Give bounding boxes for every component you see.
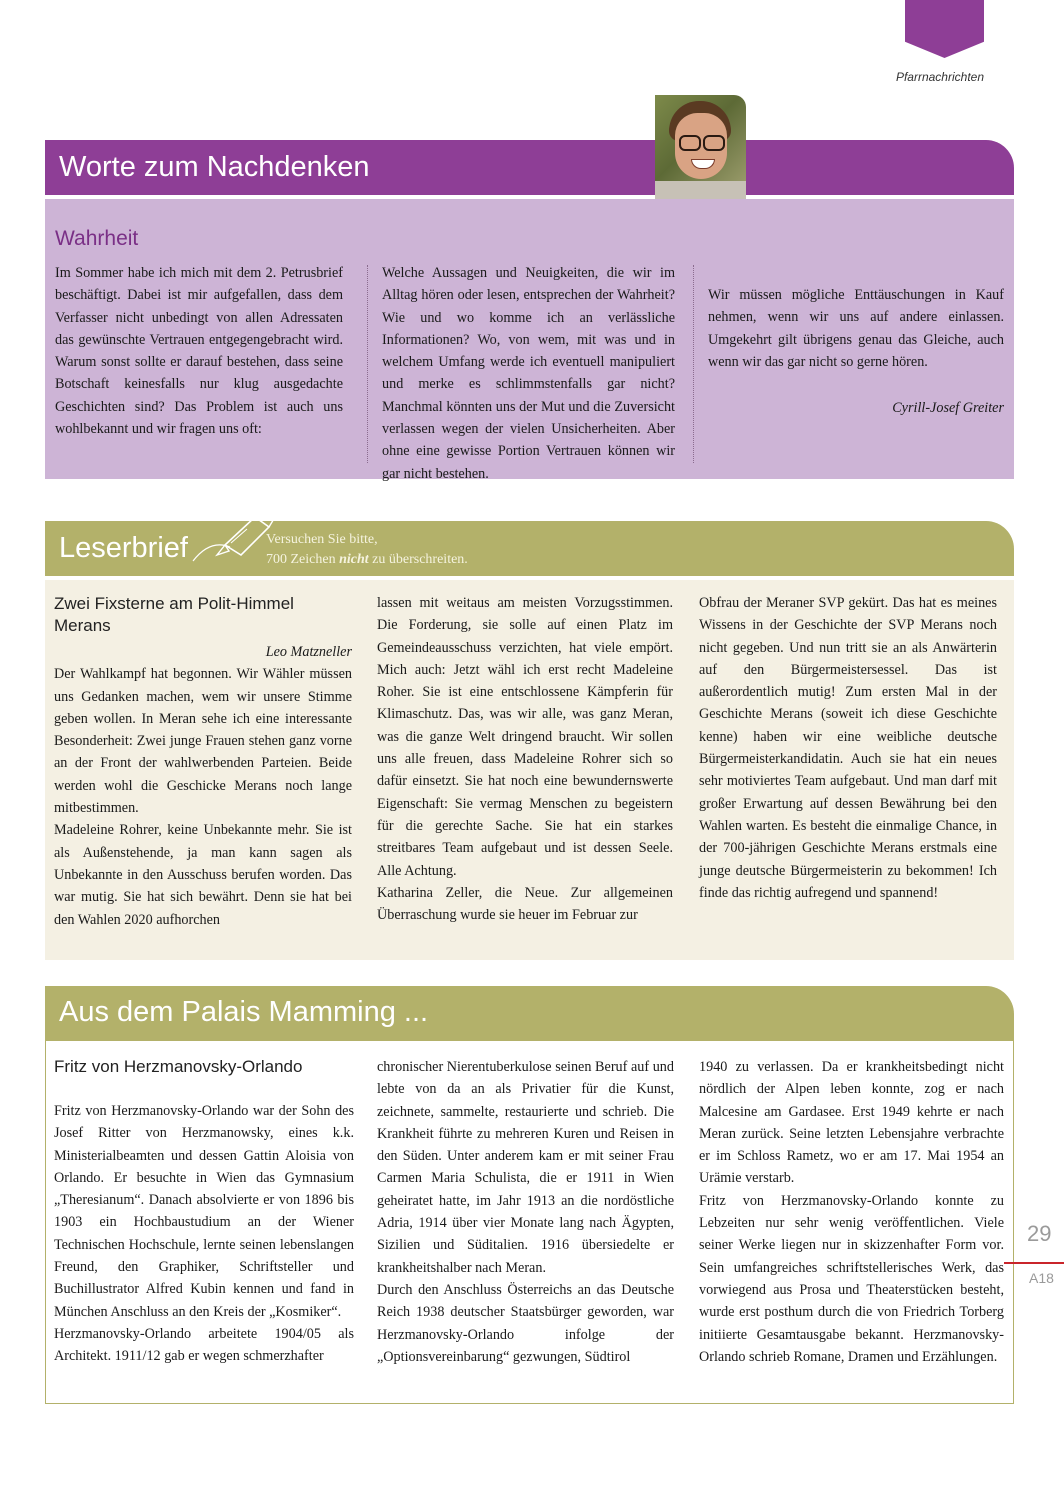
- page-number-rule: [1004, 1262, 1064, 1264]
- leserbrief-paragraph-5: Obfrau der Meraner SVP gekürt. Das hat es meines Wissens in der Geschichte der SVP Merans noch nicht gegeben. Und nun tritt sie an als Anwärterin auf den Bürgermeistersessel. Das ist außerordentlich mutig! Zum ersten Mal in der Geschichte Merans (soweit ich diese Geschichte kenne) haben wir eine weibliche deutsche Bürgermeisterkandidatin. Auch sie hat ein neues sehr motiviertes Team aufgebaut. Und man darf mit großer Erwartung auf dessen Bewährung bei den Wahlen warten. Es besteht die einmalige Chance, in der 700-jährigen Geschichte Merans erstmals eine junge deutsche Bürgermeisterin zu bekommen! Ich finde das richtig aufregend und spannend!: [699, 595, 997, 901]
- worte-column-3: [708, 284, 1004, 419]
- fountain-pen-icon: [185, 499, 275, 569]
- palais-header-band: [45, 986, 1014, 1041]
- palais-title: Aus dem Palais Mamming ...: [59, 996, 429, 1028]
- palais-paragraph-1: Fritz von Herzmanovsky-Orlando war der Sohn des Josef Ritter von Herzmanowsky, eines k.k. Ministerialbeamten und dessen Gattin Aloisia von Orlando. Er besuchte in Wien das Gymnasium „Theresianum“. Danach absolvierte er von 1896 bis 1903 ein Hochbaustudium an der Wiener Technischen Hochschule, lernte seinen lebenslangen Freund, den Graphiker, Schriftsteller und Buchillustrator Alfred Kubin kennen und fand in München Anschluss an den Kreis der „Kosmiker“.: [54, 1103, 354, 1320]
- palais-paragraph-3: chronischer Nierentuberkulose seinen Beruf auf und lebte von da an als Privatier für die Kunst, zeichnete, sammelte, restaurierte und schrieb. Die Krankheit führte zu mehreren Kuren und Reisen in den Süden. Unter anderem kam er mit seiner Frau Carmen Maria Schulista, die er 1911 in Wien geheiratet hatte, im Jahr 1913 an die nordöstliche Adria, 1914 über vier Monate lang nach Ägypten, Sizilien und Süditalien. 1916 übersiedelte er krankheitshalber nach Meran.: [377, 1059, 674, 1276]
- worte-content-box: [45, 199, 1014, 482]
- worte-header-band: [45, 140, 1014, 195]
- palais-paragraph-5: 1940 zu verlassen. Da er krankheitsbedingt nicht nördlich der Alpen leben konnte, zog er nach Malcesine am Gardasee. Erst 1949 kehrte er nach Meran zurück. Seine letzten Lebensjahre verbrachte er im Schloss Rametz, wo er am 17. Mai 1954 an Urämie verstarb.: [699, 1059, 1004, 1187]
- column-divider: [367, 265, 368, 463]
- leserbrief-paragraph-4: Katharina Zeller, die Neue. Zur allgemeinen Überraschung wurde sie heuer im Februar zur: [377, 884, 673, 924]
- leserbrief-content-box: [45, 580, 1014, 960]
- worte-paragraph-1: Im Sommer habe ich mich mit dem 2. Petrusbrief beschäftigt. Dabei ist mir aufgefallen, dass dem Verfasser nicht unbedingt von allen Adressaten das gewünschte Vertrauen entgegengebracht wird. Warum sonst sollte er darauf bestehen, dass seine Botschaft keinesfalls nur klug ausgedachte Geschichten sind? Das Problem ist auch uns wohlbekannt und wir fragen uns oft:: [55, 265, 343, 438]
- worte-subtitle: Wahrheit: [55, 227, 139, 250]
- worte-title: Worte zum Nachdenken: [59, 151, 370, 183]
- worte-paragraph-3: Wir müssen mögliche Enttäuschungen in Kauf nehmen, wenn wir uns auf andere einlassen. Umgekehrt gilt übrigens genau das Gleiche, auch wenn wir das gar nicht so gerne hören.: [708, 287, 1004, 370]
- palais-article-title: Fritz von Herzmanovsky-Orlando: [54, 1057, 303, 1076]
- palais-content-box: [45, 1041, 1014, 1404]
- leserbrief-column-2: [377, 592, 673, 926]
- leserbrief-paragraph-3: lassen mit weitaus am meisten Vorzugsstimmen. Die Forderung, sie solle auf einen Platz im Gemeindeausschuss verzichten, hat viele empört. Mich auch: Jetzt wähl ich erst recht Madeleine Roher. Sie ist eine entschlossene Kämpferin für Klimaschutz. Das, was wir alle, was ganz Meran, was die ganze Welt dringend braucht. Wir sollen uns alle freuen, dass Madeleine Rohrer sich so dafür einsetzt. Sie hat noch eine bewundernswerte Eigenschaft: Sie vermag Menschen zu begeistern für die gerechte Sache. Sie hat ein starkes streitbares Team aufgebaut und ist dessen Seele. Alle Achtung.: [377, 595, 673, 879]
- leserbrief-article-title: Zwei Fixsterne am Polit-Himmel Merans: [54, 594, 294, 635]
- leserbrief-header-band: [45, 521, 1014, 576]
- palais-column-2: [377, 1056, 674, 1368]
- leserbrief-column-3: [699, 592, 997, 904]
- worte-column-1: [55, 262, 343, 440]
- leserbrief-note: [266, 530, 468, 570]
- leserbrief-note-line-2: 700 Zeichen nicht zu überschreiten.: [266, 552, 468, 567]
- worte-column-2: [382, 262, 675, 482]
- column-divider: [693, 265, 694, 463]
- leserbrief-title: Leserbrief: [59, 532, 188, 564]
- leserbrief-author: Leo Matzneller: [265, 644, 352, 660]
- worte-author: Cyrill-Josef Greiter: [892, 400, 1004, 417]
- palais-paragraph-2: Herzmanovsky-Orlando arbeitete 1904/05 als Architekt. 1911/12 gab er wegen schmerzhafter: [54, 1325, 354, 1365]
- section-label: Pfarrnachrichten: [895, 70, 984, 84]
- leserbrief-paragraph-2: Madeleine Rohrer, keine Unbekannte mehr. Sie ist als Außenstehende, ja man kann sagen als Unbekannte in den Ausschuss berufen worden. Das war mutig. Sie hat sich bewährt. Denn sie hat bei den Wahlen 2020 aufhorchen: [54, 822, 352, 928]
- palais-paragraph-6: Fritz von Herzmanovsky-Orlando konnte zu Lebzeiten nur sehr wenig veröffentlichen. Viele seiner Werke liegen nur in skizzenhafter Form vor. Sein umfangreiches schriftstellerisches Werk, das vorwiegend aus Prosa und Theaterstücken besteht, wurde erst posthum durch die von Friedrich Torberg initiierte Gesamtausgabe bekannt. Herzmanovsky-Orlando schrieb Romane, Dramen und Erzählungen.: [699, 1192, 1004, 1365]
- palais-column-1: [54, 1056, 354, 1368]
- section-tab-marker: [905, 0, 984, 58]
- leserbrief-paragraph-1: Der Wahlkampf hat begonnen. Wir Wähler müssen uns Gedanken machen, wem wir unsere Stimme geben wollen. In Meran sehe ich eine interessante Besonderheit: Zwei junge Frauen stehen ganz vorne an der Front der wahlwerbenden Parteien. Beide werden wohl die Geschicke Merans noch lange mitbestimmen.: [54, 666, 352, 817]
- leserbrief-note-line-1: Versuchen Sie bitte,: [266, 532, 378, 547]
- page-code: A18: [1029, 1270, 1054, 1286]
- worte-paragraph-2: Welche Aussagen und Neuigkeiten, die wir im Alltag hören oder lesen, entsprechen der Wahrheit? Wie und wo komme ich an verlässliche Informationen? Wo, von wem, mit was und in welchem Umfang werde ich eventuell manipuliert und merke es schlimmstenfalls gar nicht? Manchmal könnten uns der Mut und die Zuversicht verlassen wegen der vielen Unsicherheiten. Aber ohne eine gewisse Portion Vertrauen können wir gar nicht bestehen.: [382, 265, 675, 482]
- palais-paragraph-4: Durch den Anschluss Österreichs an das Deutsche Reich 1938 deutscher Staatsbürger geworden, war Herzmanovsky-Orlando infolge der „Optionsvereinbarung“ gezwungen, Südtirol: [377, 1281, 674, 1365]
- palais-column-3: [699, 1056, 1004, 1368]
- leserbrief-column-1: [54, 593, 352, 931]
- page-number: 29: [1027, 1221, 1052, 1246]
- author-portrait: [655, 95, 746, 195]
